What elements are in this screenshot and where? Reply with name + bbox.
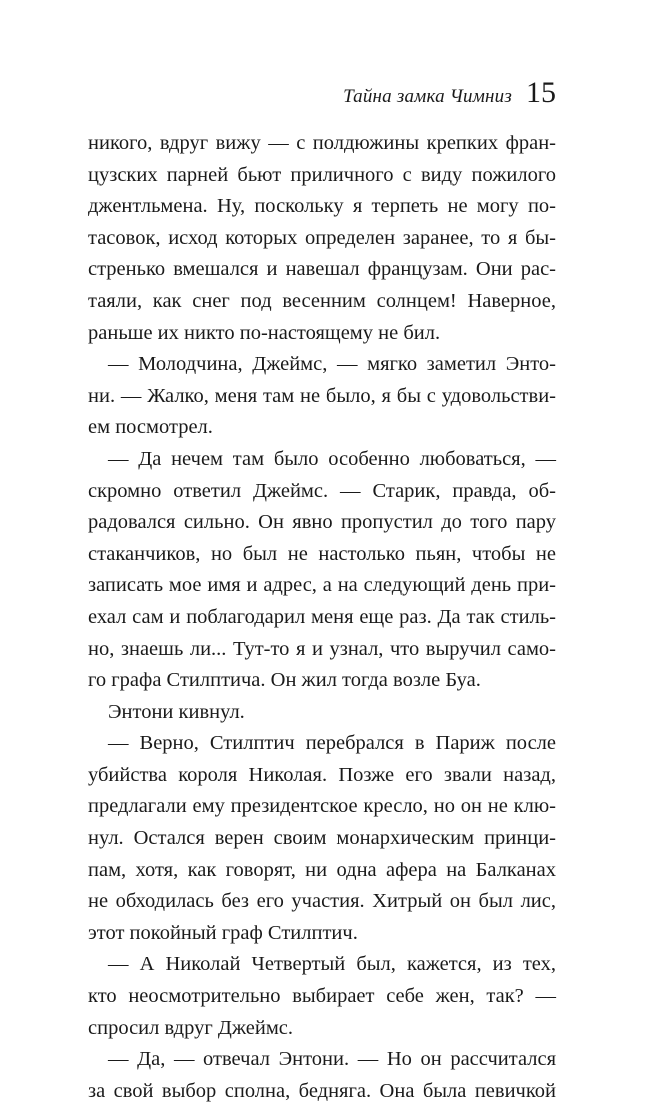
body-text bbox=[88, 128, 556, 1107]
text-line: но, знаешь ли... Тут-то я и узнал, что выручил само- bbox=[88, 637, 556, 660]
running-header bbox=[88, 78, 556, 118]
text-line: за свой выбор сполна, бедняга. Она была певичкой bbox=[88, 1079, 556, 1102]
text-line: таяли, как снег под весенним солнцем! Наверное, bbox=[88, 289, 556, 312]
text-line: Энтони кивнул. bbox=[108, 700, 245, 723]
text-line: джентльмена. Ну, поскольку я терпеть не могу по- bbox=[88, 195, 556, 218]
text-line: цузских парней бьют приличного с виду пожилого bbox=[88, 163, 556, 186]
text-line: кто неосмотрительно выбирает себе жен, так? — bbox=[88, 985, 556, 1008]
text-line: ехал сам и поблагодарил меня еще раз. Да так стиль- bbox=[88, 605, 556, 628]
text-line: — Верно, Стилптич перебрался в Париж после bbox=[108, 732, 556, 755]
text-line: скромно ответил Джеймс. — Старик, правда, об- bbox=[88, 479, 556, 502]
text-line: тасовок, исход которых определен заранее, то я бы- bbox=[88, 226, 556, 249]
running-title: Тайна замка Чимниз bbox=[343, 86, 512, 107]
text-line: не обходилась без его участия. Хитрый он был лис, bbox=[88, 890, 556, 913]
text-line: стаканчиков, но был не настолько пьян, чтобы не bbox=[88, 542, 556, 565]
text-line: никого, вдруг вижу — с полдюжины крепких фран- bbox=[88, 132, 556, 154]
text-line: радовался сильно. Он явно пропустил до того пару bbox=[88, 511, 556, 534]
text-line: этот покойный граф Стилптич. bbox=[88, 921, 358, 944]
text-line: ем посмотрел. bbox=[88, 416, 213, 439]
text-line: — А Николай Четвертый был, кажется, из тех, bbox=[108, 953, 556, 976]
page-number: 15 bbox=[526, 76, 556, 109]
text-line: — Молодчина, Джеймс, — мягко заметил Энто- bbox=[108, 353, 556, 376]
text-line: убийства короля Николая. Позже его звали назад, bbox=[88, 763, 556, 786]
text-line: раньше их никто по-настоящему не бил. bbox=[88, 321, 441, 344]
text-line: — Да, — отвечал Энтони. — Но он рассчитался bbox=[108, 1048, 556, 1071]
text-line: го графа Стилптича. Он жил тогда возле Буа. bbox=[88, 669, 481, 692]
text-line: ни. — Жалко, меня там не было, я бы с удовольстви- bbox=[88, 384, 556, 407]
text-line: пам, хотя, как говорят, ни одна афера на Балканах bbox=[88, 858, 556, 881]
text-line: спросил вдруг Джеймс. bbox=[88, 1016, 294, 1039]
text-line: предлагали ему президентское кресло, но он не клю- bbox=[88, 795, 556, 818]
text-line: стренько вмешался и навешал французам. Они рас- bbox=[88, 258, 556, 281]
text-line: — Да нечем там было особенно любоваться, — bbox=[108, 447, 556, 470]
text-line: записать мое имя и адрес, а на следующий день при- bbox=[88, 574, 556, 597]
text-line: нул. Остался верен своим монархическим принци- bbox=[88, 827, 556, 850]
